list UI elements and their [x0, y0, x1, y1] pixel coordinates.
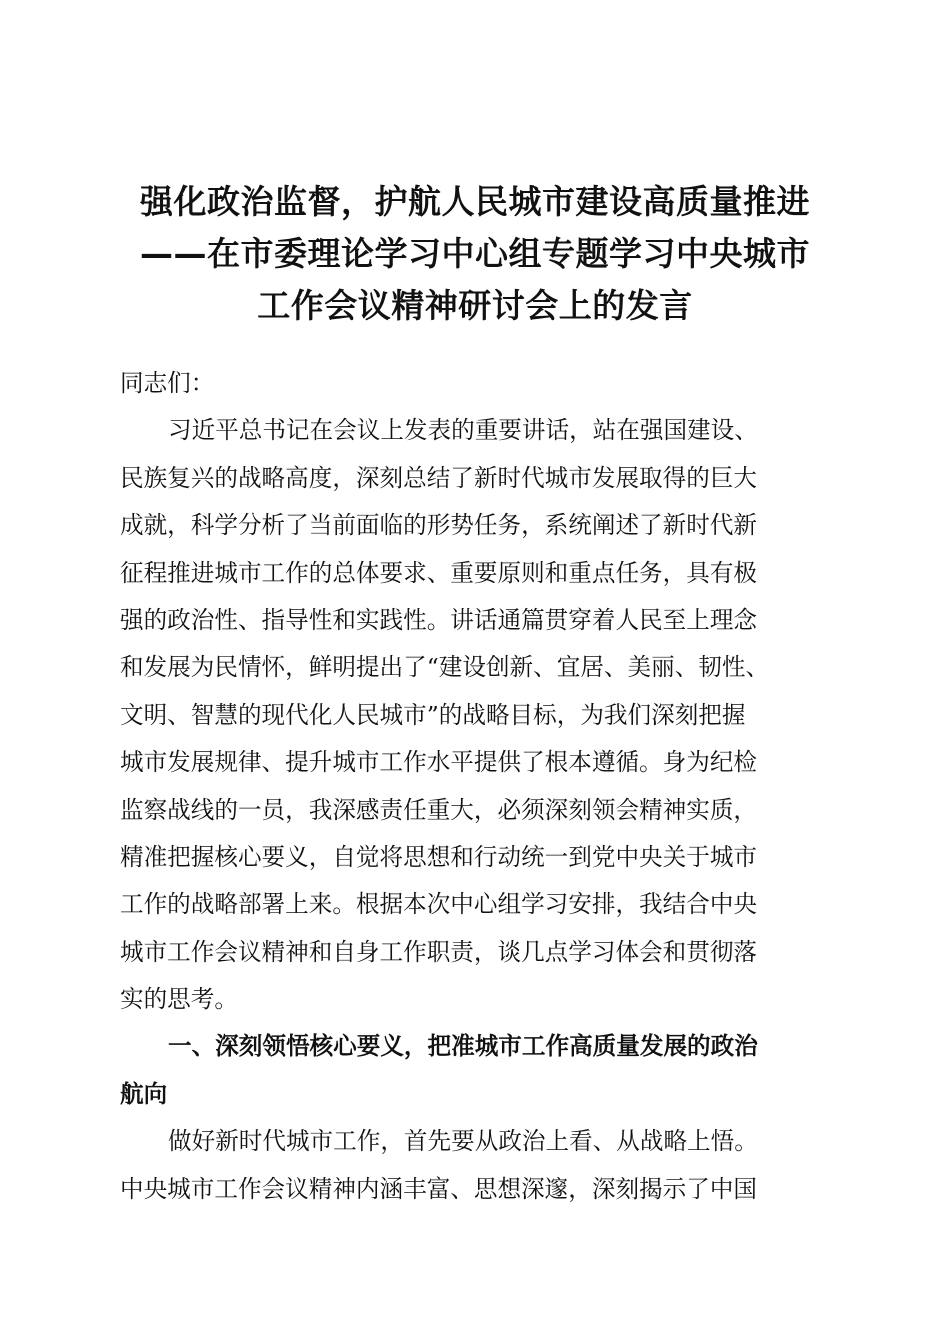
paragraph-line: 做好新时代城市工作，首先要从政治上看、从战略上悟。: [168, 1127, 758, 1156]
paragraph-line: 文明、智慧的现代化人民城市”的战略目标，为我们深刻把握: [120, 700, 746, 729]
paragraph-line: 征程推进城市工作的总体要求、重要原则和重点任务，具有极: [120, 558, 758, 587]
heading-line: 航向: [120, 1079, 168, 1108]
paragraph-line: 精准把握核心要义，自觉将思想和行动统一到党中央关于城市: [120, 842, 758, 871]
paragraph-line: 城市工作会议精神和自身工作职责，谈几点学习体会和贯彻落: [120, 937, 758, 966]
paragraph-line: 工作的战略部署上来。根据本次中心组学习安排，我结合中央: [120, 890, 758, 919]
title-line-3: 工作会议精神研讨会上的发言: [257, 286, 693, 325]
paragraph-line: 监察战线的一员，我深感责任重大，必须深刻领会精神实质，: [120, 795, 758, 824]
paragraph-line: 实的思考。: [120, 985, 238, 1014]
paragraph-1: [120, 407, 830, 1023]
document-body: [120, 360, 830, 1213]
paragraph-2: [120, 1118, 830, 1213]
salutation: 同志们：: [120, 369, 215, 397]
paragraph-line: 成就，科学分析了当前面临的形势任务，系统阐述了新时代新: [120, 511, 758, 540]
paragraph-line: 习近平总书记在会议上发表的重要讲话，站在强国建设、: [168, 416, 758, 445]
title-line-1: 强化政治监督，护航人民城市建设高质量推进: [140, 182, 810, 221]
paragraph-line: 民族复兴的战略高度，深刻总结了新时代城市发展取得的巨大: [120, 463, 758, 492]
paragraph-line: 中央城市工作会议精神内涵丰富、思想深邃，深刻揭示了中国: [120, 1174, 758, 1203]
section-1-heading: [120, 1023, 830, 1118]
paragraph-line: 城市发展规律、提升城市工作水平提供了根本遵循。身为纪检: [120, 748, 758, 777]
title-line-2: ——在市委理论学习中心组专题学习中央城市: [140, 234, 810, 273]
paragraph-line: 和发展为民情怀，鲜明提出了“建设创新、宜居、美丽、韧性、: [120, 653, 770, 682]
heading-line: 一、深刻领悟核心要义，把准城市工作高质量发展的政治: [168, 1032, 758, 1061]
paragraph-line: 强的政治性、指导性和实践性。讲话通篇贯穿着人民至上理念: [120, 605, 758, 634]
document-title: [110, 176, 840, 332]
